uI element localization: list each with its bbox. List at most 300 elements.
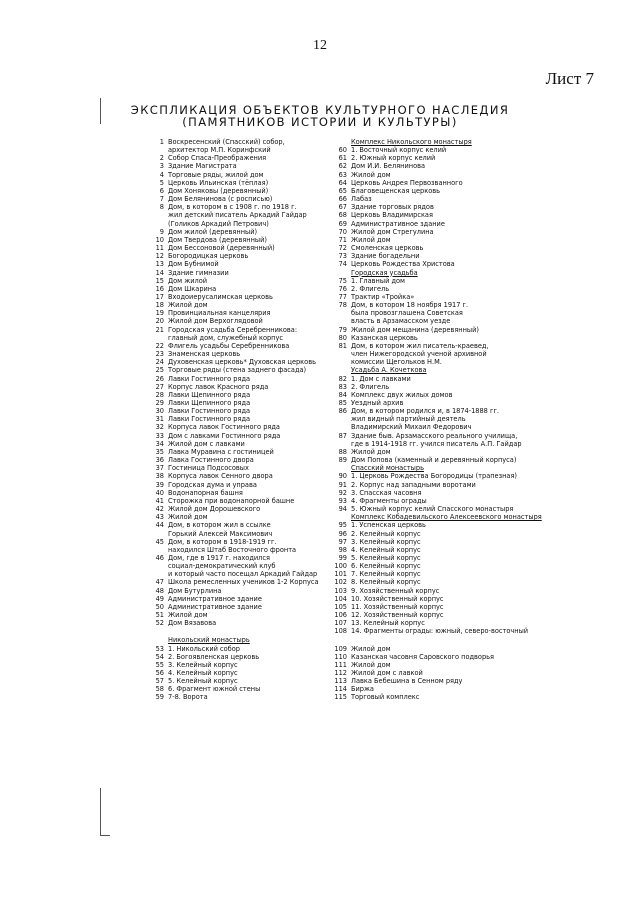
list-item: [150, 334, 325, 342]
item-number: 38: [155, 472, 164, 481]
item-number: [328, 415, 351, 423]
list-item: [150, 211, 325, 219]
item-number: 84: [338, 390, 347, 399]
list-item: [328, 677, 590, 685]
item-text: Богородицкая церковь: [168, 252, 249, 261]
list-item: [328, 481, 590, 489]
item-text: 4. Келейный корпус: [351, 545, 421, 554]
item-text: член Нижегородской ученой архивной: [351, 350, 487, 359]
item-text: 1. Главный дом: [351, 276, 406, 285]
document-title: [0, 104, 640, 128]
item-number: [328, 138, 351, 146]
item-text: Церковь Андрея Первозванного: [351, 178, 463, 187]
list-item: [328, 562, 590, 570]
item-number: 85: [338, 399, 347, 407]
item-text: 2. Южный корпус келий: [351, 154, 436, 163]
item-number: [150, 334, 168, 342]
list-item: [328, 661, 590, 669]
item-number: 40: [155, 488, 164, 497]
list-item: [328, 669, 590, 677]
item-number: 44: [155, 521, 164, 530]
list-item: [150, 505, 325, 513]
list-item: [328, 179, 590, 187]
item-text: Водонапорная башня: [168, 488, 243, 497]
item-text: 8. Келейный корпус: [351, 578, 421, 587]
item-text: 11. Хозяйственный корпус: [351, 602, 444, 611]
item-number: 36: [155, 456, 164, 465]
item-number: 50: [155, 602, 164, 611]
section-heading: Комплекс Кобадевильского Алексеевского монастыря: [351, 513, 542, 522]
list-item: [328, 350, 590, 358]
item-number: 87: [338, 431, 347, 440]
list-item: [328, 317, 590, 325]
section-heading: Усадьба А. Кочеткова: [351, 366, 427, 375]
list-item: [328, 342, 590, 350]
item-text: и который часто посещал Аркадий Гайдар: [168, 570, 318, 579]
item-number: 39: [155, 480, 164, 489]
item-number: 93: [338, 496, 347, 505]
item-number: 48: [155, 586, 164, 595]
item-number: [150, 562, 168, 570]
item-text: 5. Южный корпус келий Спасского монастыря: [351, 505, 514, 514]
item-text: Торговый комплекс: [351, 693, 420, 702]
list-item: [150, 342, 325, 350]
item-text: Жилой дом: [351, 447, 391, 456]
item-text: 5. Келейный корпус: [168, 677, 238, 686]
item-number: 90: [338, 472, 347, 481]
list-item: [150, 521, 325, 529]
item-number: 73: [338, 252, 347, 261]
list-item: [150, 154, 325, 162]
list-item: [328, 252, 590, 260]
item-text: Духовенская церковь* Духовская церковь: [168, 358, 316, 367]
list-item: [328, 277, 590, 285]
item-number: 110: [334, 652, 347, 661]
list-item: [150, 669, 325, 677]
item-text: Воскресенский (Спасский) собор,: [168, 138, 285, 146]
list-item: [328, 554, 590, 562]
list-item: [150, 423, 325, 431]
list-item: [328, 538, 590, 546]
sheet-label: Лист 7: [545, 69, 594, 88]
list-item: [150, 269, 325, 277]
item-text: Гостиница Подсосовых: [168, 464, 249, 473]
item-text: Жилой дом: [351, 660, 391, 669]
title-line-1: ЭКСПЛИКАЦИЯ ОБЪЕКТОВ КУЛЬТУРНОГО НАСЛЕДИЯ: [130, 103, 510, 117]
item-number: 67: [338, 203, 347, 212]
list-item: [150, 399, 325, 407]
list-item: [150, 415, 325, 423]
item-number: [328, 464, 351, 472]
item-number: 22: [155, 341, 164, 350]
item-text: Дом Бубнимой: [168, 260, 219, 269]
item-number: 3: [159, 162, 164, 171]
list-item: [328, 440, 590, 448]
list-item: [328, 293, 590, 301]
item-text: Здание быв. Арзамасского реального училища,: [351, 431, 518, 440]
item-number: 94: [338, 505, 347, 514]
item-number: 16: [155, 284, 164, 293]
item-text: Дом Бутурлина: [168, 586, 222, 595]
item-text: 12. Хозяйственный корпус: [351, 611, 444, 620]
item-text: Провинциальная канцелярия: [168, 309, 271, 318]
item-text: 6. Фрагмент южной стены: [168, 685, 261, 694]
list-item: [328, 653, 590, 661]
item-number: 72: [338, 244, 347, 253]
section-heading-row: [328, 513, 590, 521]
list-item: [150, 619, 325, 627]
list-item: [150, 570, 325, 578]
list-item: [150, 693, 325, 701]
item-text: Биржа: [351, 685, 374, 694]
section-heading-row: [150, 636, 325, 644]
item-number: 68: [338, 211, 347, 220]
item-text: Церковь Владимирская: [351, 211, 433, 220]
left-column-list: [150, 138, 325, 702]
list-item: [328, 391, 590, 399]
item-number: [150, 220, 168, 228]
list-item: [150, 138, 325, 146]
section-heading: Спасский монастырь: [351, 464, 424, 473]
list-item: [328, 432, 590, 440]
item-number: 91: [338, 480, 347, 489]
item-number: 103: [334, 586, 347, 595]
list-item: [328, 611, 590, 619]
item-text: 3. Келейный корпус: [351, 537, 421, 546]
list-item: [328, 171, 590, 179]
section-heading-row: [328, 138, 590, 146]
item-text: 1. Дом с лавками: [351, 374, 411, 383]
item-text: Дом Хоняковы (деревянный): [168, 186, 269, 195]
list-item: [328, 578, 590, 586]
list-item: [328, 203, 590, 211]
list-item: [150, 309, 325, 317]
list-item: [150, 293, 325, 301]
list-item: [150, 546, 325, 554]
item-number: 57: [155, 677, 164, 686]
item-number: 19: [155, 309, 164, 318]
list-item: [328, 619, 590, 627]
item-text: 1. Восточный корпус келий: [351, 146, 447, 155]
item-text: 3. Спасская часовня: [351, 488, 422, 497]
item-text: власть в Арзамасском уезде: [351, 317, 451, 326]
item-text: Лавки Гостинного ряда: [168, 415, 251, 424]
item-text: Административное здание: [168, 602, 262, 611]
item-number: [150, 546, 168, 554]
item-text: Дом Твердова (деревянный): [168, 235, 267, 244]
item-text: Жилой дом Дорошевского: [168, 505, 261, 514]
list-item: [150, 554, 325, 562]
item-text: 2. Флигель: [351, 382, 390, 391]
item-number: 29: [155, 399, 164, 407]
item-text: Корпуса лавок Сенного двора: [168, 472, 273, 481]
item-number: 114: [334, 685, 347, 694]
list-item: [150, 587, 325, 595]
list-item: [328, 595, 590, 603]
item-number: 75: [338, 276, 347, 285]
item-number: [328, 440, 351, 448]
item-number: 108: [334, 627, 347, 636]
item-text: Комплекс двух жилых домов: [351, 390, 453, 399]
item-text: Дом Белянинова (с росписью): [168, 195, 273, 204]
item-text: находился Штаб Восточного фронта: [168, 545, 297, 554]
right-column-list: [328, 138, 590, 702]
item-text: 14. Фрагменты ограды: южный, северо-восточный: [351, 627, 529, 636]
item-number: 49: [155, 594, 164, 603]
item-number: [150, 570, 168, 578]
list-item: [150, 146, 325, 154]
list-item: [328, 456, 590, 464]
section-heading: Комплекс Никольского монастыря: [351, 138, 472, 146]
item-number: 28: [155, 390, 164, 399]
list-item: [150, 472, 325, 480]
item-number: 42: [155, 505, 164, 514]
list-item: [150, 358, 325, 366]
item-number: 8: [159, 203, 164, 212]
list-item: [150, 260, 325, 268]
item-number: 70: [338, 227, 347, 236]
item-number: 37: [155, 464, 164, 473]
item-text: где в 1914-1918 гг. учился писатель А.П. Гайдар: [351, 439, 522, 448]
list-item: [150, 456, 325, 464]
item-text: Входоиерусалимская церковь: [168, 292, 273, 301]
item-number: 104: [334, 594, 347, 603]
item-number: 6: [159, 186, 164, 195]
item-text: жил видный партийный деятель: [351, 415, 466, 424]
list-item: [328, 244, 590, 252]
item-text: Дом, в котором жил писатель-краевед,: [351, 341, 489, 350]
list-item: [150, 603, 325, 611]
list-item: [150, 171, 325, 179]
item-text: Здание Магистрата: [168, 162, 237, 171]
item-number: 77: [338, 292, 347, 301]
item-number: 88: [338, 447, 347, 456]
list-item: [150, 611, 325, 619]
list-item: [150, 220, 325, 228]
list-item: [328, 211, 590, 219]
list-item: [328, 448, 590, 456]
list-item: [150, 301, 325, 309]
item-number: 7: [159, 195, 164, 204]
item-number: 107: [334, 619, 347, 628]
list-item: [150, 350, 325, 358]
item-number: 105: [334, 602, 347, 611]
list-item: [150, 285, 325, 293]
item-number: 47: [155, 578, 164, 587]
item-text: Жилой дом: [351, 170, 391, 179]
item-number: 34: [155, 439, 164, 448]
item-text: Городская дума и управа: [168, 480, 257, 489]
list-item: [150, 595, 325, 603]
item-text: Дом жилой (деревянный): [168, 227, 258, 236]
item-text: Дом Вязавова: [168, 619, 217, 628]
item-number: 14: [155, 268, 164, 277]
list-item: [328, 570, 590, 578]
item-number: 79: [338, 325, 347, 334]
list-item: [328, 399, 590, 407]
list-item: [150, 187, 325, 195]
list-item: [328, 505, 590, 513]
item-number: 53: [155, 644, 164, 653]
item-text: Дом, в котором в с 1908 г. по 1918 г.: [168, 203, 297, 212]
item-number: 112: [334, 669, 347, 677]
item-number: 33: [155, 431, 164, 440]
list-item: [328, 334, 590, 342]
item-number: 59: [155, 693, 164, 702]
item-number: 78: [338, 301, 347, 310]
list-item: [328, 407, 590, 415]
item-text: Дом, в котором в 1918-1919 гг.: [168, 537, 277, 546]
item-text: 1. Успенская церковь: [351, 521, 426, 530]
list-item: [150, 383, 325, 391]
item-number: [328, 358, 351, 366]
item-text: 6. Келейный корпус: [351, 562, 421, 571]
item-text: 2. Флигель: [351, 284, 390, 293]
list-item: [150, 326, 325, 334]
item-number: 83: [338, 382, 347, 391]
item-number: 4: [159, 170, 164, 179]
item-number: 17: [155, 292, 164, 301]
list-item: [150, 562, 325, 570]
list-item: [328, 627, 590, 635]
list-item: [150, 448, 325, 456]
section-heading-row: [328, 464, 590, 472]
list-item: [150, 645, 325, 653]
item-number: 89: [338, 456, 347, 465]
item-text: 2. Корпус над западными воротами: [351, 480, 476, 489]
list-item: [328, 309, 590, 317]
item-text: Жилой дом: [168, 513, 208, 522]
item-text: Жилой дом Верхоглядовой: [168, 317, 263, 326]
item-text: Уездный архив: [351, 399, 404, 407]
item-number: 71: [338, 235, 347, 244]
list-item: [328, 383, 590, 391]
item-number: 76: [338, 284, 347, 293]
item-number: 13: [155, 260, 164, 269]
item-number: 109: [334, 644, 347, 653]
item-text: Казанская церковь: [351, 333, 418, 342]
item-text: Дом с лавками Гостинного ряда: [168, 431, 281, 440]
list-item: [150, 252, 325, 260]
item-number: 99: [338, 553, 347, 562]
item-text: Дом, в котором 18 ноября 1917 г.: [351, 301, 469, 310]
item-text: жил детский писатель Аркадий Гайдар: [168, 211, 307, 220]
item-text: Корпус лавок Красного ряда: [168, 382, 269, 391]
item-number: 43: [155, 513, 164, 522]
item-text: Жилой дом: [168, 611, 208, 620]
list-item: [328, 685, 590, 693]
item-text: Горький Алексей Максимович: [168, 529, 273, 538]
list-item: [150, 578, 325, 586]
list-item: [150, 497, 325, 505]
list-gap: [328, 636, 590, 645]
item-text: (Голиков Аркадий Петрович): [168, 219, 269, 228]
item-text: Корпуса лавок Гостинного ряда: [168, 423, 280, 432]
item-number: 86: [338, 407, 347, 416]
item-text: Жилой дом: [351, 235, 391, 244]
item-number: 11: [155, 244, 164, 253]
list-gap: [150, 627, 325, 636]
item-text: Дом, в котором родился и, в 1874-1888 гг.: [351, 407, 500, 416]
item-text: Казанская часовня Саровского подворья: [351, 652, 494, 661]
list-item: [150, 432, 325, 440]
item-number: 9: [159, 227, 164, 236]
list-item: [150, 661, 325, 669]
item-number: 96: [338, 529, 347, 538]
list-item: [150, 489, 325, 497]
list-item: [328, 260, 590, 268]
item-text: 9. Хозяйственный корпус: [351, 586, 440, 595]
list-item: [328, 497, 590, 505]
item-text: 13. Келейный корпус: [351, 619, 425, 628]
section-heading-row: [328, 269, 590, 277]
item-text: Здание богадельни: [351, 252, 420, 261]
item-text: Лавки Щепинного ряда: [168, 390, 251, 399]
item-text: Школа ремесленных учеников 1-2 Корпуса: [168, 578, 319, 587]
item-text: 2. Келейный корпус: [351, 529, 421, 538]
margin-bracket-bottom: [100, 788, 101, 836]
item-text: архитектор М.П. Коринфский: [168, 146, 271, 155]
list-item: [328, 358, 590, 366]
list-item: [150, 195, 325, 203]
item-text: Дом, в котором жил в ссылке: [168, 521, 271, 530]
list-item: [328, 162, 590, 170]
item-text: Здание торговых рядов: [351, 203, 434, 212]
list-item: [328, 375, 590, 383]
list-item: [150, 530, 325, 538]
item-text: 4. Фрагменты ограды: [351, 496, 427, 505]
section-heading: Никольский монастырь: [168, 636, 250, 645]
item-text: 10. Хозяйственный корпус: [351, 594, 444, 603]
item-text: 4. Келейный корпус: [168, 669, 238, 677]
item-number: 63: [338, 170, 347, 179]
item-number: 54: [155, 652, 164, 661]
list-item: [150, 317, 325, 325]
item-number: 20: [155, 317, 164, 326]
item-text: была провозглашена Советская: [351, 309, 463, 318]
list-item: [328, 146, 590, 154]
list-item: [150, 538, 325, 546]
list-item: [150, 228, 325, 236]
list-item: [150, 203, 325, 211]
item-text: Дом Попова (каменный и деревянный корпуса): [351, 456, 517, 465]
list-item: [328, 693, 590, 701]
item-number: [328, 423, 351, 431]
item-number: [328, 309, 351, 317]
item-number: 82: [338, 374, 347, 383]
item-number: 95: [338, 521, 347, 530]
item-text: Жилой дом мещанина (деревянный): [351, 325, 479, 334]
item-number: 66: [338, 195, 347, 204]
item-number: 106: [334, 611, 347, 620]
item-text: Собор Спаса-Преображения: [168, 154, 267, 163]
item-number: 52: [155, 619, 164, 628]
item-number: 51: [155, 611, 164, 620]
list-item: [150, 481, 325, 489]
list-item: [328, 220, 590, 228]
item-text: Жилой дом с лавкой: [351, 669, 423, 677]
item-number: 62: [338, 162, 347, 171]
item-number: 69: [338, 219, 347, 228]
title-line-2: (ПАМЯТНИКОВ ИСТОРИИ И КУЛЬТУРЫ): [182, 115, 458, 129]
item-text: Лавка Бебешина в Сенном ряду: [351, 677, 463, 686]
list-item: [328, 521, 590, 529]
item-text: Дом И.И. Белянинова: [351, 162, 426, 171]
item-text: Дом жилой: [168, 276, 208, 285]
item-text: 7-8. Ворота: [168, 693, 208, 702]
item-text: Административное здание: [168, 594, 262, 603]
list-item: [150, 236, 325, 244]
